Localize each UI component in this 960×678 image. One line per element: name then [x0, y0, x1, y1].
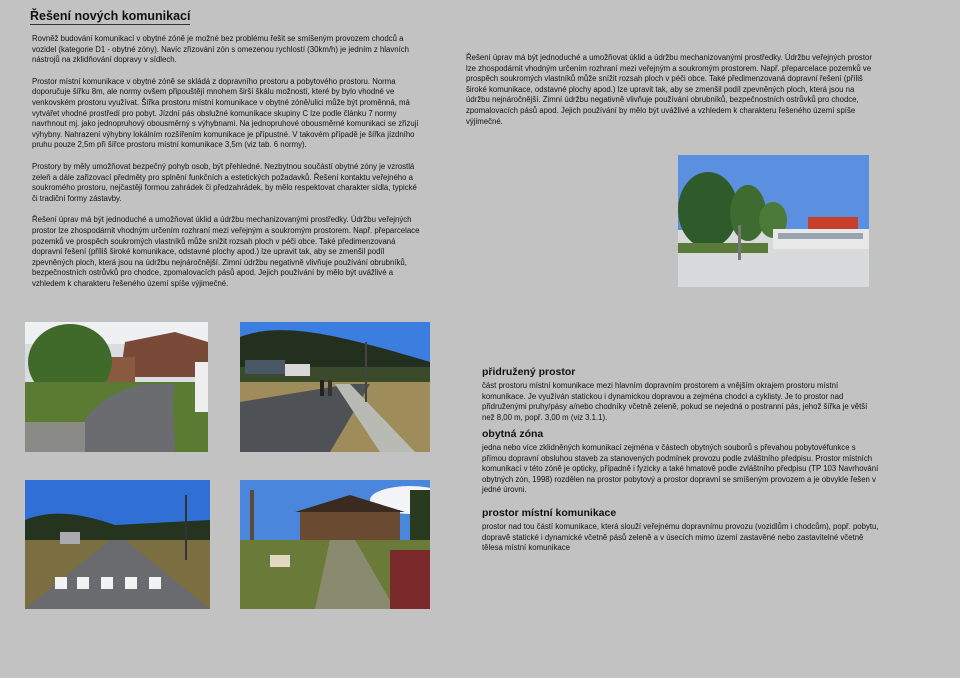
right-top-paragraph: Řešení úprav má být jednoduché a umožňovat úklid a údržbu mechanizovanými prostředky. Údržbu veřejných prostor lze zhospodárnit vhodným určením rozhraní mezi veřejným a soukromým prostorem. Např. přeparcelace pozemků ve prospěch soukromých vlastníků může snížit rozsah ploch v péči obce. Také předimenzovaná dopravní řešení (příliš široké komunikace, odstavné plochy apod.) lze upravit tak, aby se zmenšil podíl zpevněných ploch, která jsou na údržbu nejnáročnější. Zimní údržbu negativně vlivňuje používání obrubníků, bezpečnostních ostrůvků pro chodce, zpomalovacích pásů apod. Jejich používání by mělo být uvážlivé a vzhledem k charakteru řešeného území spíše výjimečné.	[466, 53, 872, 126]
definition-prostor-mistni-komunikace	[482, 507, 882, 554]
photo-road-pedestrians	[240, 322, 430, 452]
definition-text: jedna nebo více zklidněných komunikací zejména v částech obytných souborů s převahou pobytovéfunkce s přímou dopravní obsluhou staveb za stanovených podmínek provozu podle zvláštního předpisu. Prostor místních komunikací v této zóně je opticky, případně i fyzicky a také hmatově podle zvláštního předpisu (TP 103 Navrhování obytných zón, 1998) rozdělen na prostor pobytový a prostor dopravní se smíšeným provozem a je obvykle řešen v jedné úrovni.	[482, 443, 879, 495]
left-text-column	[32, 34, 420, 300]
definition-term: obytná zóna	[482, 428, 544, 440]
paragraph: Prostory by měly umožňovat bezpečný pohyb osob, být přehledné. Nezbytnou součástí obytné zóny je vzrostlá zeleň a dále zařizovací předměty pro splnění funkčních a estetických požadavků. Řešení kontaktu veřejného a soukromého prostoru, nejčastěji formou zahrádek či předzahrádek, by mělo respektovat charakter sídla, typické či tradiční formy zástavby.	[32, 161, 417, 203]
photo-curving-road	[25, 322, 208, 452]
photo-village-square	[678, 155, 869, 287]
definition-text: prostor nad tou částí komunikace, která slouží veřejnému dopravnímu provozu (vozidlům i chodcům), popř. pobytu, dopravě statické i dynamické včetně pásů zeleně a v úsecích mimo území zastavěné nebo zastavitelné včetně tělesa místní komunikace	[482, 522, 879, 553]
paragraph: Rovněž budování komunikací v obytné zóně je možné bez problému řešit se smíšeným provozem chodců a vozidel (kategorie D1 - obytné zóny). Navíc zřizování zón s omezenou rychlostí (30km/h) je jedním z hlavních nástrojů na zklidňování dopravy v sídlech.	[32, 34, 410, 65]
definition-term: přidružený prostor	[482, 366, 576, 378]
definition-pridruzeny-prostor	[482, 366, 882, 423]
photo-crosswalk	[25, 480, 210, 609]
page-title: Řešení nových komunikací	[30, 9, 191, 23]
paragraph: Prostor místní komunikace v obytné zóně se skládá z dopravního prostoru a pobytového prostoru. Norma doporučuje šířku 8m, ale normy ovšem připouštějí mnohem širší škálu možností, které by bylo vhodné ve venkovském prostoru využívat. Šířka prostoru místní komunikace v obytné zóně/ulici může být proměnná, má vytvářet vhodné prostředí pro pobyt. Jízdní pás obslužné komunikace skupiny C lze podle článku 7 normy navrhnout mj. jako jednopruhový obousměrný s výhybnami. Na jednopruhové obousměrné komunikaci se zřizují výhybny. Nahrazení výhybny lokálním rozšířením komunikace je přípustné. V takovém případě je šířka jízdního pruhu pouze 2,5m při šířce prostoru místní komunikace 3,5m (viz tab. 6 normy).	[32, 76, 419, 150]
photo-garden-path	[240, 480, 430, 609]
paragraph: Řešení úprav má být jednoduché a umožňovat úklid a údržbu mechanizovanými prostředky. Údržbu veřejných prostor lze zhospodárnit vhodným určením rozhraní mezi veřejným a soukromým prostorem. Např. přeparcelace pozemků ve prospěch soukromých vlastníků může snížit rozsah ploch v péči obce. Také předimenzovaná dopravní řešení (příliš široké komunikace, odstavné plochy apod.) lze upravit tak, aby se zmenšil podíl zpevněných ploch, která jsou na údržbu nejnáročnější. Zimní údržbu negativně vlivňuje používání obrubníků, bezpečnostních ostrůvků pro chodce, zpomalovacích pásů apod. Jejich používání by mělo být uvážlivé a vzhledem k charakteru řešeného území spíše výjimečné.	[32, 215, 420, 288]
definition-text: část prostoru místní komunikace mezi hlavním dopravním prostorem a vnějším okrajem prostoru místní komunikace. Je využíván statickou i dynamickou dopravou a zejména chodci a cyklisty. Je to prostor nad přidruženými pruhy/pásy a/nebo chodníky včetně zeleně, pokud se nejedná o postranní pás, jehož šířka je větší než 8,00 m, popř. 3,00 m (viz 3.1.1).	[482, 381, 868, 422]
definition-obytna-zona	[482, 428, 882, 496]
definition-term: prostor místní komunikace	[482, 507, 617, 519]
